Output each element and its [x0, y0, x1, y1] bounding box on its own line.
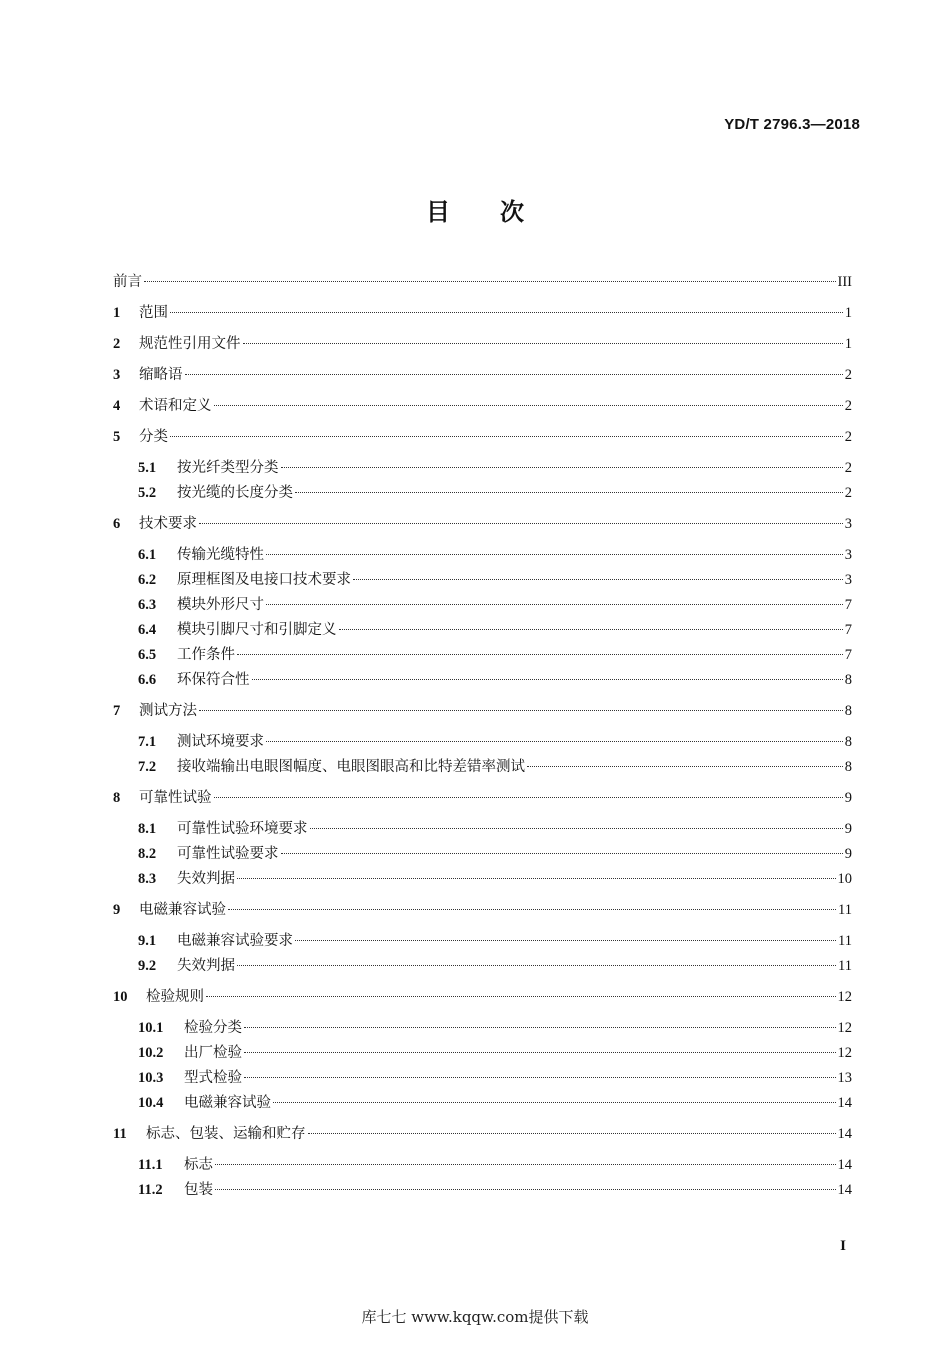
toc-entry-title: 可靠性试验要求 — [177, 846, 279, 862]
toc-entry-title: 包装 — [184, 1182, 213, 1198]
toc-entry-title: 分类 — [139, 429, 168, 445]
toc-entry-title: 可靠性试验 — [139, 790, 212, 806]
toc-entry-page: 14 — [837, 1126, 852, 1142]
toc-entry[interactable] — [138, 1041, 852, 1065]
toc-entry-number: 6.2 — [138, 572, 157, 588]
toc-entry-page: 10 — [837, 871, 852, 887]
toc-entry[interactable] — [113, 1122, 852, 1146]
toc-entry-title: 可靠性试验环境要求 — [177, 821, 308, 837]
title-char-1: 目 — [426, 198, 450, 226]
toc-entry-page: 9 — [844, 790, 852, 806]
toc-entry-title: 范围 — [139, 305, 168, 321]
toc-entry[interactable] — [113, 786, 852, 810]
toc-entry-title: 模块引脚尺寸和引脚定义 — [177, 622, 337, 638]
toc-entry-page: 1 — [844, 336, 852, 352]
toc-entry-number: 9.1 — [138, 933, 157, 949]
toc-entry-page: 13 — [837, 1070, 852, 1086]
toc-entry-number: 11 — [113, 1126, 127, 1142]
toc-entry[interactable] — [138, 543, 852, 567]
toc-entry-page: 7 — [844, 622, 852, 638]
toc-entry-page: 2 — [844, 429, 852, 445]
toc-entry-title: 型式检验 — [184, 1070, 242, 1086]
toc-dot-leader — [185, 374, 843, 375]
toc-entry-number: 6.4 — [138, 622, 157, 638]
toc-entry-title: 原理框图及电接口技术要求 — [177, 572, 351, 588]
toc-entry-title: 接收端输出电眼图幅度、电眼图眼高和比特差错率测试 — [177, 759, 525, 775]
toc-entry[interactable] — [113, 270, 852, 294]
toc-entry-number: 2 — [113, 336, 121, 352]
toc-entry-title: 传输光缆特性 — [177, 547, 264, 563]
toc-entry-number: 8.3 — [138, 871, 157, 887]
toc-dot-leader — [252, 679, 843, 680]
toc-entry[interactable] — [113, 898, 852, 922]
toc-dot-leader — [295, 940, 836, 941]
toc-entry-number: 6.3 — [138, 597, 157, 613]
toc-entry[interactable] — [113, 363, 852, 387]
toc-entry-page: 8 — [844, 759, 852, 775]
toc-entry[interactable] — [138, 730, 852, 754]
toc-entry-title: 环保符合性 — [177, 672, 250, 688]
toc-entry-page: 8 — [844, 672, 852, 688]
toc-entry-number: 7 — [113, 703, 121, 719]
toc-entry[interactable] — [113, 985, 852, 1009]
toc-entry-page: 7 — [844, 647, 852, 663]
toc-dot-leader — [144, 281, 836, 282]
toc-entry-number: 7.2 — [138, 759, 157, 775]
toc-entry-title: 模块外形尺寸 — [177, 597, 264, 613]
toc-entry-number: 5.2 — [138, 485, 157, 501]
toc-entry-title: 技术要求 — [139, 516, 197, 532]
toc-entry-title: 标志 — [184, 1157, 213, 1173]
toc-dot-leader — [199, 710, 843, 711]
toc-entry[interactable] — [113, 425, 852, 449]
toc-entry[interactable] — [138, 755, 852, 779]
toc-entry-title: 工作条件 — [177, 647, 235, 663]
toc-entry[interactable] — [138, 1178, 852, 1202]
toc-entry-title: 电磁兼容试验 — [184, 1095, 271, 1111]
toc-entry[interactable] — [138, 643, 852, 667]
toc-entry-page: 11 — [838, 958, 852, 974]
toc-entry-title: 缩略语 — [139, 367, 183, 383]
toc-entry-page: 9 — [844, 821, 852, 837]
toc-entry[interactable] — [113, 301, 852, 325]
toc-entry[interactable] — [138, 929, 852, 953]
toc-entry-page: 9 — [844, 846, 852, 862]
toc-dot-leader — [353, 579, 843, 580]
toc-dot-leader — [281, 853, 843, 854]
toc-entry[interactable] — [138, 1016, 852, 1040]
toc-entry-number: 8.1 — [138, 821, 157, 837]
toc-entry[interactable] — [113, 699, 852, 723]
toc-entry-page: 1 — [844, 305, 852, 321]
toc-dot-leader — [228, 909, 836, 910]
toc-entry-title: 前言 — [113, 274, 142, 290]
toc-entry-title: 电磁兼容试验要求 — [177, 933, 293, 949]
toc-entry-title: 检验分类 — [184, 1020, 242, 1036]
toc-entry[interactable] — [138, 568, 852, 592]
toc-entry-number: 6.1 — [138, 547, 157, 563]
toc-entry-title: 电磁兼容试验 — [139, 902, 226, 918]
title-char-2: 次 — [500, 198, 524, 226]
toc-entry-page: 14 — [837, 1095, 852, 1111]
page-number: I — [840, 1238, 846, 1254]
toc-dot-leader — [310, 828, 843, 829]
toc-entry-number: 7.1 — [138, 734, 157, 750]
toc-entry-title: 测试方法 — [139, 703, 197, 719]
toc-entry-title: 失效判据 — [177, 958, 235, 974]
toc-dot-leader — [266, 741, 843, 742]
toc-entry-number: 11.2 — [138, 1182, 163, 1198]
toc-dot-leader — [244, 1027, 836, 1028]
toc-entry-number: 11.1 — [138, 1157, 163, 1173]
toc-entry-number: 8.2 — [138, 846, 157, 862]
toc-entry[interactable] — [138, 1153, 852, 1177]
toc-entry[interactable] — [138, 954, 852, 978]
toc-entry-page: 3 — [844, 547, 852, 563]
toc-entry-page: 14 — [837, 1182, 852, 1198]
toc-entry-page: 2 — [844, 367, 852, 383]
toc-dot-leader — [281, 467, 843, 468]
toc-dot-leader — [266, 554, 843, 555]
toc-entry[interactable] — [138, 1066, 852, 1090]
footer-watermark: 库七七 www.kqqw.com提供下载 — [361, 1308, 589, 1326]
toc-entry-page: 11 — [838, 933, 852, 949]
toc-entry-number: 3 — [113, 367, 121, 383]
toc-entry-page: 3 — [844, 572, 852, 588]
toc-entry-page: 12 — [837, 1020, 852, 1036]
toc-entry-number: 6 — [113, 516, 121, 532]
toc-entry[interactable] — [138, 817, 852, 841]
toc-entry-title: 检验规则 — [146, 989, 204, 1005]
toc-entry-number: 6.5 — [138, 647, 157, 663]
toc-entry[interactable] — [138, 842, 852, 866]
toc-entry-number: 9 — [113, 902, 121, 918]
toc-dot-leader — [266, 604, 843, 605]
toc-entry-number: 10.1 — [138, 1020, 164, 1036]
toc-entry-number: 6.6 — [138, 672, 157, 688]
toc-entry-number: 10.4 — [138, 1095, 164, 1111]
toc-entry-page: 7 — [844, 597, 852, 613]
toc-dot-leader — [214, 405, 843, 406]
toc-entry-number: 1 — [113, 305, 121, 321]
toc-entry-page: 2 — [844, 485, 852, 501]
toc-dot-leader — [170, 312, 843, 313]
toc-dot-leader — [215, 1189, 836, 1190]
toc-entry-number: 5 — [113, 429, 121, 445]
toc-entry[interactable] — [113, 512, 852, 536]
toc-entry[interactable] — [138, 867, 852, 891]
toc-entry-number: 4 — [113, 398, 121, 414]
toc-entry-number: 10 — [113, 989, 128, 1005]
toc-entry-title: 规范性引用文件 — [139, 336, 241, 352]
toc-dot-leader — [244, 1077, 836, 1078]
toc-entry-page: 12 — [837, 989, 852, 1005]
toc-entry-title: 按光缆的长度分类 — [177, 485, 293, 501]
toc-dot-leader — [170, 436, 843, 437]
toc-entry[interactable] — [138, 481, 852, 505]
toc-entry[interactable] — [113, 332, 852, 356]
document-code: YD/T 2796.3—2018 — [724, 116, 860, 133]
toc-entry[interactable] — [138, 618, 852, 642]
toc-entry-title: 测试环境要求 — [177, 734, 264, 750]
toc-dot-leader — [243, 343, 843, 344]
toc-entry-number: 9.2 — [138, 958, 157, 974]
toc-entry-page: 8 — [844, 734, 852, 750]
toc-dot-leader — [214, 797, 843, 798]
toc-entry-page: 11 — [838, 902, 852, 918]
toc-entry[interactable] — [138, 668, 852, 692]
toc-dot-leader — [339, 629, 843, 630]
toc-entry-page: 2 — [844, 460, 852, 476]
toc-entry-number: 10.2 — [138, 1045, 164, 1061]
page-title — [0, 192, 950, 227]
toc-dot-leader — [237, 965, 836, 966]
toc-entry-page: 14 — [837, 1157, 852, 1173]
toc-entry-title: 失效判据 — [177, 871, 235, 887]
toc-entry-page: 12 — [837, 1045, 852, 1061]
toc-entry-title: 标志、包装、运输和贮存 — [146, 1126, 306, 1142]
toc-dot-leader — [237, 654, 843, 655]
toc-dot-leader — [199, 523, 843, 524]
toc-dot-leader — [308, 1133, 836, 1134]
toc-dot-leader — [206, 996, 836, 997]
toc-entry-title: 术语和定义 — [139, 398, 212, 414]
toc-entry-page: 8 — [844, 703, 852, 719]
toc-dot-leader — [527, 766, 843, 767]
toc-entry[interactable] — [138, 593, 852, 617]
toc-entry-number: 10.3 — [138, 1070, 164, 1086]
toc-entry-title: 出厂检验 — [184, 1045, 242, 1061]
toc-entry[interactable] — [138, 1091, 852, 1115]
toc-dot-leader — [295, 492, 843, 493]
toc-entry-page: 3 — [844, 516, 852, 532]
toc-dot-leader — [237, 878, 836, 879]
toc-entry[interactable] — [138, 456, 852, 480]
toc-dot-leader — [215, 1164, 836, 1165]
toc-entry-title: 按光纤类型分类 — [177, 460, 279, 476]
toc-entry-page: 2 — [844, 398, 852, 414]
toc-dot-leader — [244, 1052, 836, 1053]
toc-entry-number: 5.1 — [138, 460, 157, 476]
toc-entry[interactable] — [113, 394, 852, 418]
toc-entry-page: III — [837, 274, 852, 290]
toc-entry-number: 8 — [113, 790, 121, 806]
toc-dot-leader — [273, 1102, 836, 1103]
